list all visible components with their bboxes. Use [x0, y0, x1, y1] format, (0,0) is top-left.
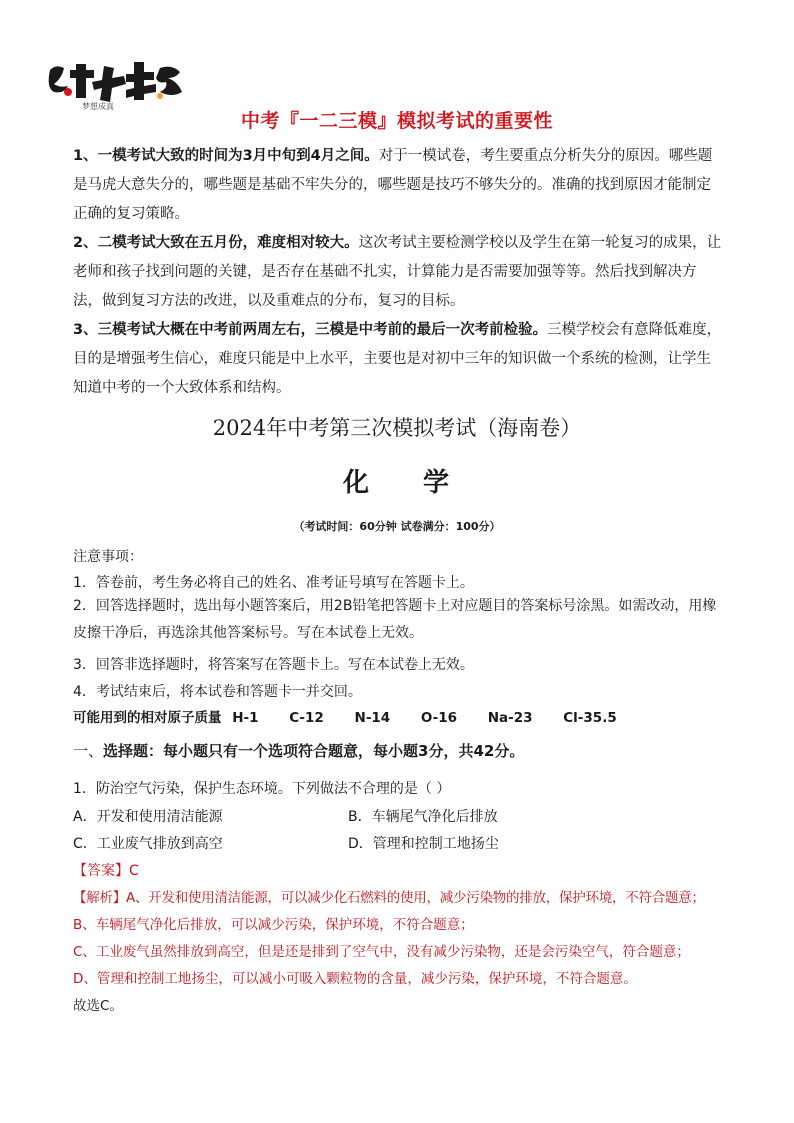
promo-p2-bold: 2、二模考试大致在五月份，难度相对较大。 — [73, 235, 359, 251]
atomic-masses-label: 可能用到的相对原子质量 — [73, 710, 222, 726]
section-heading: 一、选择题：每小题只有一个选项符合题意，每小题3分，共42分。 — [73, 742, 525, 760]
logo-tagline: 梦想成真 — [82, 102, 114, 111]
exam-time-note: （考试时间：60分钟 试卷满分：100分） — [293, 520, 501, 533]
promo-p1-rest: 对于一模试卷，考生要重点分析失分的原因。哪些题是马虎大意失分的，哪些题是基础不牢失分的，哪些题是技巧不够失分的。准确的找到原因才能制定正确的复习策略。 — [73, 148, 713, 222]
logo-image — [42, 56, 192, 112]
question-1-option-d: D．管理和控制工地扬尘 — [348, 836, 499, 852]
promo-paragraph-2 — [73, 229, 723, 316]
question-1-analysis: 【解析】A、开发和使用清洁能源，可以减少化石燃料的使用，减少污染物的排放，保护环境，不符合题意； B、车辆尾气净化后排放，可以减少污染，保护环境，不符合题意； C、工业废气虽然排放到高空，但是还是排到了空气中，没有减少污染物，还是会污染空气，符合题意； D、管理和控制工地扬尘，可以减小可吸入颗粒物的含量，减少污染，保护环境，不符合题意。 故选C。 — [73, 885, 733, 1020]
promo-p3-rest: 三模学校会有意降低难度，目的是增强考生信心，难度只能是中上水平，主要也是对初中三年的知识做一个系统的检测，让学生知道中考的一个大致体系和结构。 — [73, 322, 722, 396]
promo-p3-bold: 3、三模考试大概在中考前两周左右，三模是中考前的最后一次考前检验。 — [73, 322, 548, 338]
promo-p1-bold: 1、一模考试大致的时间为3月中旬到4月之间。 — [73, 148, 379, 164]
promo-paragraph-3 — [73, 316, 723, 403]
promo-p2-rest: 这次考试主要检测学校以及学生在第一轮复习的成果，让老师和孩子找到问题的关键，是否存在基础不扎实，计算能力是否需要加强等等。然后找到解决方法，做到复习方法的改进，以及重难点的分布，复习的目标。 — [73, 235, 722, 309]
atomic-masses: 可能用到的相对原子质量 H-1 C-12 N-14 O-16 Na-23 Cl-35.5 — [73, 710, 617, 726]
exam-subject: 化 学 — [342, 468, 452, 498]
promo-paragraph-1 — [73, 142, 723, 229]
promo-title: 中考『一二三模』模拟考试的重要性 — [240, 110, 553, 132]
note-2: 2．回答选择题时，选出每小题答案后，用2B铅笔把答题卡上对应题目的答案标号涂黑。如需改动，用橡皮擦干净后，再选涂其他答案标号。写在本试卷上无效。 — [73, 598, 717, 641]
question-1-option-a: A．开发和使用清洁能源 — [73, 809, 223, 825]
question-1-answer: 【答案】C — [73, 863, 139, 879]
exam-title: 2024年中考第三次模拟考试（海南卷） — [212, 416, 582, 440]
question-1-stem: 1．防治空气污染，保护生态环境。下列做法不合理的是（ ） — [73, 781, 451, 797]
note-4: 4．考试结束后，将本试卷和答题卡一并交回。 — [73, 684, 362, 700]
note-1: 1．答卷前，考生务必将自己的姓名、准考证号填写在答题卡上。 — [73, 575, 474, 591]
notes-heading: 注意事项： — [73, 549, 143, 565]
question-1-option-b: B．车辆尾气净化后排放 — [348, 809, 498, 825]
note-3: 3．回答非选择题时，将答案写在答题卡上。写在本试卷上无效。 — [73, 657, 474, 673]
question-1-option-c: C．工业废气排放到高空 — [73, 836, 223, 852]
question-1-conclusion: 故选C。 — [73, 998, 123, 1014]
